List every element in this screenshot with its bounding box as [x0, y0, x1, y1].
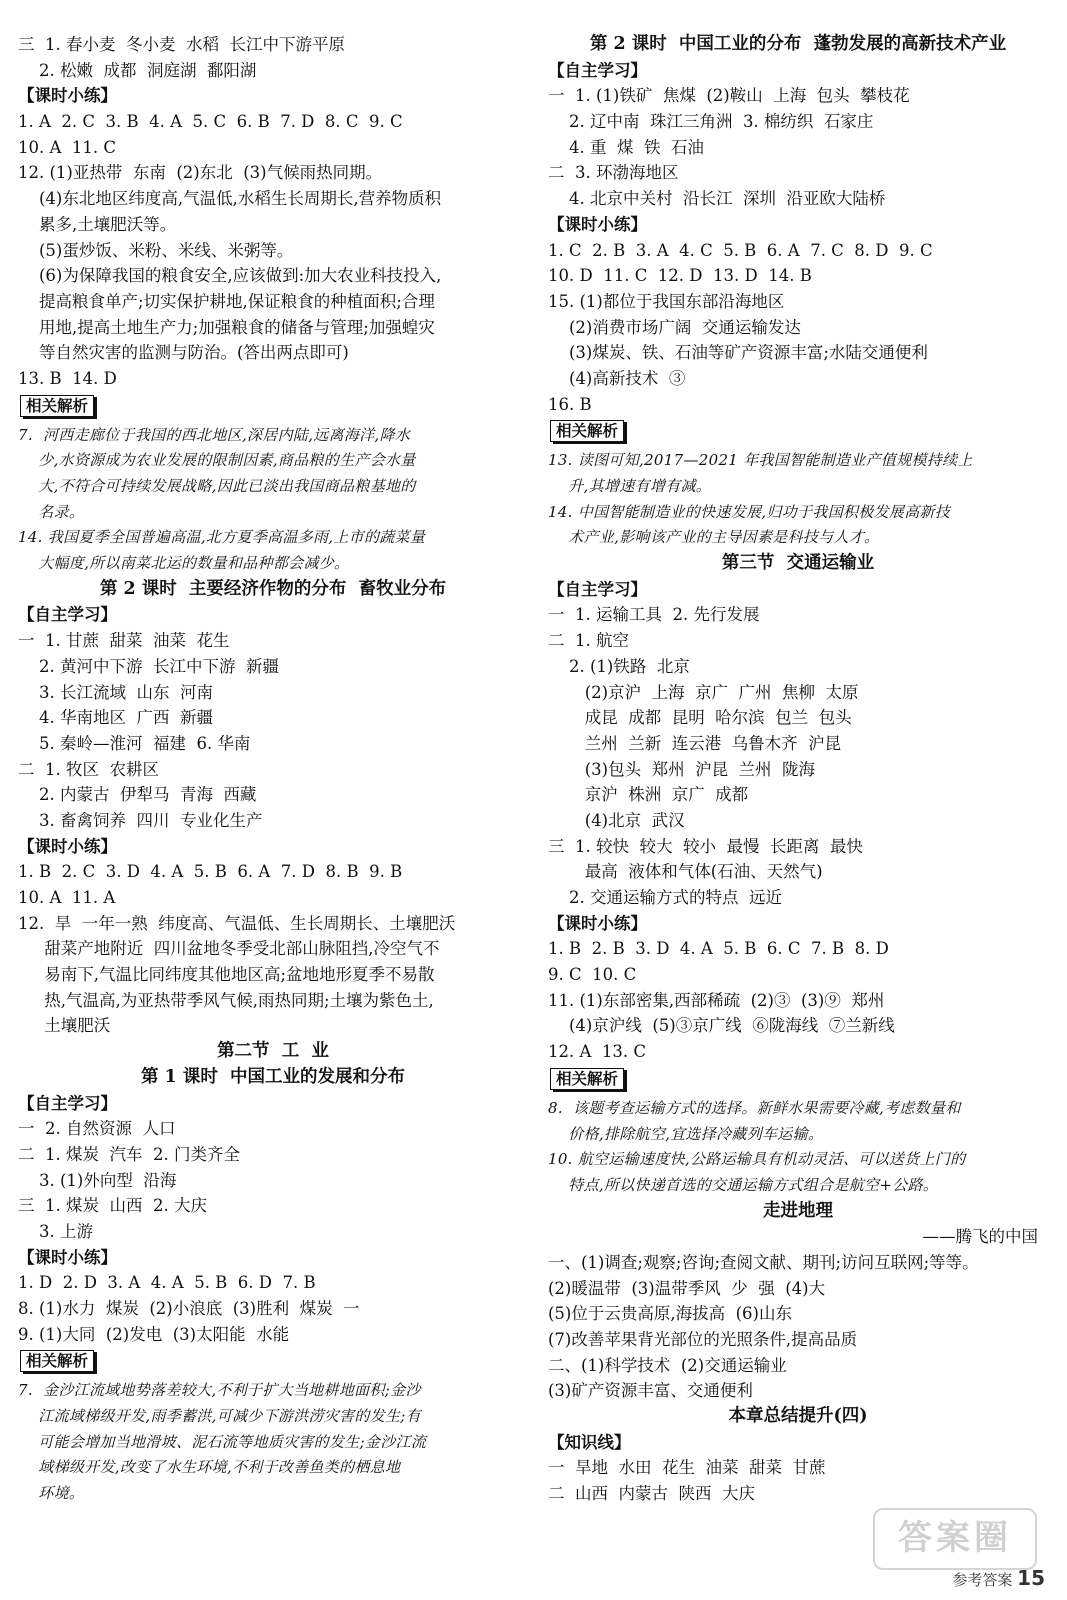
footer-label: 参考答案: [952, 1571, 1013, 1589]
text-line: (3)矿产资源丰富、交通便利: [548, 1381, 753, 1401]
analysis-badge: 相关解析: [550, 1068, 624, 1090]
text-line: 1. B 2. B 3. D 4. A 5. B 6. C 7. B 8. D: [548, 939, 889, 959]
text-line: 3. 上游: [18, 1221, 93, 1241]
text-line: (5)蛋炒饭、米粉、米线、米粥等。: [18, 240, 294, 260]
section-heading: 第三节 交通运输业: [721, 553, 875, 574]
text-line: 3. 畜禽饲养 四川 专业化生产: [18, 810, 263, 830]
text-line: 二 1. 煤炭 汽车 2. 门类齐全: [18, 1144, 240, 1164]
text-line: 16. B: [548, 394, 592, 414]
section-heading: 第 1 课时 中国工业的发展和分布: [140, 1066, 406, 1087]
text-line: 一 旱地 水田 花生 油菜 甜菜 甘蔗: [548, 1458, 826, 1478]
text-line: 8. (1)水力 煤炭 (2)小浪底 (3)胜利 煤炭 一: [18, 1299, 360, 1318]
text-line: 13. B 14. D: [18, 368, 117, 388]
section-label: 【知识线】: [548, 1432, 631, 1452]
text-line: 用地,提高土地生产力;加强粮食的储备与管理;加强蝗灾: [18, 317, 435, 337]
watermark-logo: 答案圈: [873, 1508, 1037, 1570]
text-line: 15. (1)都位于我国东部沿海地区: [548, 291, 785, 311]
section-label: 【自主学习】: [548, 579, 647, 599]
section-label: 【课时小练】: [18, 86, 117, 106]
text-line: 一 1. 甘蔗 甜菜 油菜 花生: [18, 631, 230, 651]
text-line: 提高粮食单产;切实保护耕地,保证粮食的种植面积;合理: [18, 291, 435, 311]
text-line: 三 1. 春小麦 冬小麦 水稻 长江中下游平原: [18, 35, 345, 54]
text-line: (2)暖温带 (3)温带季风 少 强 (4)大: [548, 1278, 826, 1298]
text-line: (4)北京 武汉: [548, 810, 685, 830]
section-label: 【课时小练】: [18, 1247, 117, 1267]
analysis-badge-row: [548, 417, 1048, 448]
analysis-text: 14. 中国智能制造业的快速发展,归功于我国积极发展高新技: [548, 502, 951, 521]
analysis-text: 域梯级开发,改变了水生环境,不利于改善鱼类的栖息地: [18, 1458, 401, 1477]
section-heading: 第二节 工 业: [217, 1041, 329, 1062]
text-line: 4. 华南地区 广西 新疆: [18, 708, 213, 728]
subtitle: ——腾飞的中国: [922, 1227, 1038, 1247]
text-line: 一 1. (1)铁矿 焦煤 (2)鞍山 上海 包头 攀枝花: [548, 86, 910, 106]
text-line: 11. (1)东部密集,西部稀疏 (2)③ (3)⑨ 郑州: [548, 990, 885, 1010]
section-label: 【课时小练】: [548, 913, 647, 933]
text-line: (2)消费市场广阔 交通运输发达: [548, 317, 801, 337]
analysis-text: 8. 该题考查运输方式的选择。新鲜水果需要冷藏,考虑数量和: [548, 1098, 961, 1117]
text-line: 2. 辽中南 珠江三角洲 3. 棉纺织 石家庄: [548, 112, 874, 132]
text-line: 土壤肥沃: [18, 1016, 111, 1036]
analysis-badge-row: [548, 1065, 1048, 1096]
text-line: 三 1. 煤炭 山西 2. 大庆: [18, 1196, 207, 1216]
right-column: [548, 32, 1048, 1507]
text-line: (2)京沪 上海 京广 广州 焦柳 太原: [548, 682, 859, 702]
text-line: 三 1. 较快 较大 较小 最慢 长距离 最快: [548, 836, 863, 856]
analysis-text: 特点,所以快递首选的交通运输方式组合是航空+公路。: [548, 1175, 939, 1194]
analysis-text: 7. 金沙江流域地势落差较大,不利于扩大当地耕地面积;金沙: [18, 1381, 421, 1400]
analysis-badge-row: [18, 1347, 528, 1378]
section-label: 【自主学习】: [18, 1093, 117, 1113]
text-line: 二、(1)科学技术 (2)交通运输业: [548, 1355, 787, 1375]
text-line: 4. 重 煤 铁 石油: [548, 137, 704, 157]
text-line: 热,气温高,为亚热带季风气候,雨热同期;土壤为紫色土,: [18, 990, 434, 1010]
analysis-text: 大幅度,所以南菜北运的数量和品种都会减少。: [18, 554, 350, 573]
text-line: (4)京沪线 (5)③京广线 ⑥陇海线 ⑦兰新线: [548, 1016, 895, 1036]
analysis-text: 14. 我国夏季全国普遍高温,北方夏季高温多雨,上市的蔬菜量: [18, 528, 426, 547]
text-line: 12. A 13. C: [548, 1042, 647, 1062]
analysis-text: 价格,排除航空,宜选择冷藏列车运输。: [548, 1124, 824, 1143]
text-line: 9. (1)大同 (2)发电 (3)太阳能 水能: [18, 1324, 290, 1344]
text-line: 甜菜产地附近 四川盆地冬季受北部山脉阻挡,冷空气不: [18, 939, 440, 959]
analysis-text: 名录。: [18, 502, 85, 521]
page-number: 15: [1017, 1566, 1045, 1590]
analysis-text: 江流域梯级开发,雨季蓄洪,可减少下游洪涝灾害的发生;有: [18, 1407, 421, 1426]
text-line: 二 山西 内蒙古 陕西 大庆: [548, 1484, 755, 1504]
text-line: 1. C 2. B 3. A 4. C 5. B 6. A 7. C 8. D 9. C: [548, 240, 933, 260]
text-line: 累多,土壤肥沃等。: [18, 214, 177, 234]
text-line: 12. 旱 一年一熟 纬度高、气温低、生长周期长、土壤肥沃: [18, 913, 456, 933]
analysis-text: 少,水资源成为农业发展的限制因素,商品粮的生产会水量: [18, 451, 416, 470]
text-line: 等自然灾害的监测与防治。(答出两点即可): [18, 343, 349, 363]
analysis-text: 大,不符合可持续发展战略,因此已淡出我国商品粮基地的: [18, 477, 416, 495]
section-heading: 走进地理: [763, 1200, 833, 1221]
text-line: 一、(1)调查;观察;咨询;查阅文献、期刊;访问互联网;等等。: [548, 1252, 979, 1272]
text-line: 最高 液体和气体(石油、天然气): [548, 862, 823, 882]
text-line: 1. D 2. D 3. A 4. A 5. B 6. D 7. B: [18, 1273, 316, 1293]
text-line: 一 2. 自然资源 人口: [18, 1119, 176, 1139]
text-line: 3. (1)外向型 沿海: [18, 1170, 177, 1190]
text-line: (4)东北地区纬度高,气温低,水稻生长周期长,营养物质积: [18, 189, 442, 209]
analysis-text: 可能会增加当地滑坡、泥石流等地质灾害的发生;金沙江流: [18, 1432, 427, 1451]
analysis-text: 7. 河西走廊位于我国的西北地区,深居内陆,远离海洋,降水: [18, 425, 411, 444]
text-line: 10. A 11. C: [18, 137, 117, 157]
text-line: 2. (1)铁路 北京: [548, 656, 690, 676]
text-line: 成昆 成都 昆明 哈尔滨 包兰 包头: [548, 708, 852, 728]
text-line: 一 1. 运输工具 2. 先行发展: [548, 605, 760, 625]
analysis-text: 13. 读图可知,2017—2021 年我国智能制造业产值规模持续上: [548, 451, 973, 470]
text-line: 易南下,气温比同纬度其他地区高;盆地地形夏季不易散: [18, 965, 435, 985]
text-line: 二 1. 航空: [548, 631, 629, 651]
text-line: 5. 秦岭—淮河 福建 6. 华南: [18, 733, 251, 753]
analysis-text: 环境。: [18, 1484, 85, 1503]
section-label: 【课时小练】: [548, 214, 647, 234]
section-heading: 第 2 课时 中国工业的分布 蓬勃发展的高新技术产业: [589, 34, 1007, 54]
text-line: 4. 北京中关村 沿长江 深圳 沿亚欧大陆桥: [548, 189, 886, 209]
text-line: 3. 长江流域 山东 河南: [18, 682, 213, 702]
text-line: (6)为保障我国的粮食安全,应该做到:加大农业科技投入,: [18, 266, 442, 286]
analysis-badge-row: [18, 392, 528, 423]
text-line: 10. A 11. A: [18, 888, 116, 907]
section-heading: 第 2 课时 主要经济作物的分布 畜牧业分布: [99, 578, 447, 599]
text-line: 二 3. 环渤海地区: [548, 163, 679, 183]
analysis-badge: 相关解析: [20, 395, 94, 417]
text-line: 兰州 兰新 连云港 乌鲁木齐 沪昆: [548, 733, 842, 753]
text-line: (5)位于云贵高原,海拔高 (6)山东: [548, 1304, 792, 1324]
text-line: 2. 交通运输方式的特点 远近: [548, 888, 782, 907]
text-line: 2. 黄河中下游 长江中下游 新疆: [18, 656, 279, 676]
text-line: 京沪 株洲 京广 成都: [548, 785, 749, 805]
analysis-text: 10. 航空运输速度快,公路运输具有机动灵活、可以送货上门的: [548, 1150, 966, 1169]
left-column: [18, 32, 528, 1507]
analysis-text: 术产业,影响该产业的主导因素是科技与人才。: [548, 528, 880, 547]
section-label: 【自主学习】: [548, 60, 647, 80]
text-line: 12. (1)亚热带 东南 (2)东北 (3)气候雨热同期。: [18, 163, 383, 183]
text-line: 9. C 10. C: [548, 965, 637, 985]
section-label: 【自主学习】: [18, 605, 117, 625]
text-line: 2. 松嫩 成都 洞庭湖 鄱阳湖: [18, 60, 257, 80]
text-line: 2. 内蒙古 伊犁马 青海 西藏: [18, 785, 257, 805]
section-heading: 本章总结提升(四): [728, 1406, 868, 1427]
text-line: 1. B 2. C 3. D 4. A 5. B 6. A 7. D 8. B 9. B: [18, 862, 403, 882]
text-line: (4)高新技术 ③: [548, 368, 686, 388]
analysis-badge: 相关解析: [20, 1350, 94, 1372]
text-line: 1. A 2. C 3. B 4. A 5. C 6. B 7. D 8. C 9. C: [18, 112, 403, 132]
text-line: (7)改善苹果背光部位的光照条件,提高品质: [548, 1330, 858, 1349]
analysis-text: 升,其增速有增有减。: [548, 477, 712, 495]
analysis-badge: 相关解析: [550, 420, 624, 442]
text-line: 10. D 11. C 12. D 13. D 14. B: [548, 266, 812, 286]
text-line: 二 1. 牧区 农耕区: [18, 759, 159, 779]
section-label: 【课时小练】: [18, 836, 117, 856]
text-line: (3)包头 郑州 沪昆 兰州 陇海: [548, 759, 816, 779]
page-footer: [952, 1566, 1045, 1590]
text-line: (3)煤炭、铁、石油等矿产资源丰富;水陆交通便利: [548, 343, 928, 363]
